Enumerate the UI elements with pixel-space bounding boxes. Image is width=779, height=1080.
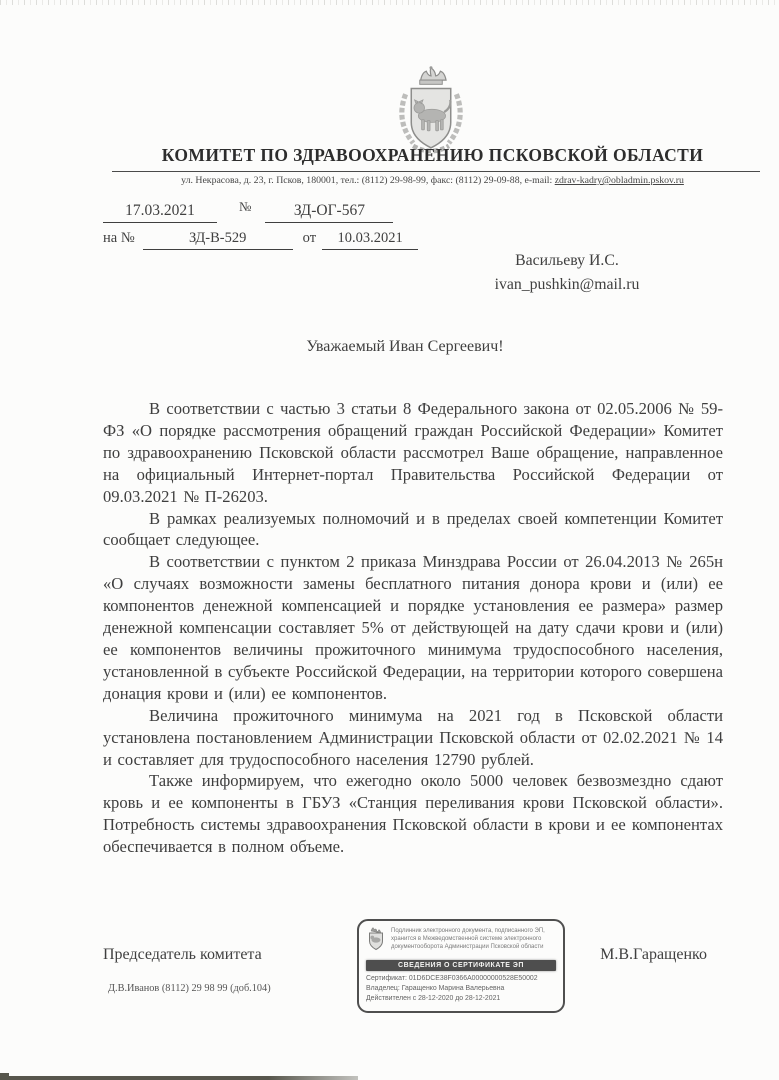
- stamp-notice-line: хранится в Межведомственной системе электронного: [391, 935, 542, 942]
- stamp-certificate-number: Сертификат: 01D6DCE38F0366A00000000528E50002: [366, 975, 538, 982]
- body-paragraph: В рамках реализуемых полномочий и в пределах своей компетенции Комитет сообщает следующее.: [103, 508, 723, 550]
- body-paragraph: Также информируем, что ежегодно около 5000 человек безвозмездно сдают кровь и ее компоненты в ГБУЗ «Станция переливания крови Псковской области». Потребность системы здравоохранения Псковской области в крови и ее компонентах обеспечивается в полном объеме.: [103, 771, 723, 857]
- addressee-name: Васильеву И.С.: [515, 252, 619, 269]
- stamp-notice-line: Подлинник электронного документа, подписанного ЭП,: [391, 928, 545, 934]
- body-paragraph: В соответствии с пунктом 2 приказа Минздрава России от 26.04.2013 № 265н «О случаях возможности замены бесплатного питания донора крови и (или) ее компонентов денежной компенсацией и порядке установления ее размера» размер денежной компенсации составляет 5% от действующей на дату сдачи крови и (или) ее компонентов величины прожиточного минимума трудоспособного населения, установленной в субъекте Российской Федерации, на территории которого совершена донация крови и (или) ее компонентов.: [103, 552, 723, 703]
- body-paragraph: В соответствии с частью 3 статьи 8 Федерального закона от 02.05.2006 № 59-ФЗ «О порядке рассмотрения обращений граждан Российской Федерации» Комитет по здравоохранению Псковской области рассмотрел Ваше обращение, направленное на официальный Интернет-портал Правительства Российской Федерации от 09.03.2021 № П-26203.: [103, 399, 723, 506]
- letter-body: [103, 398, 723, 858]
- from-label: от: [302, 230, 317, 246]
- executor-contact: Д.В.Иванов (8112) 29 98 99 (доб.104): [108, 983, 271, 994]
- organization-name: КОМИТЕТ ПО ЗДРАВООХРАНЕНИЮ ПСКОВСКОЙ ОБЛАСТИ: [161, 145, 704, 165]
- letterhead-divider: [112, 171, 760, 172]
- salutation: Уважаемый Иван Сергеевич!: [306, 338, 504, 355]
- scan-artifact-top-edge: [0, 0, 779, 5]
- addressee-email: ivan_pushkin@mail.ru: [494, 276, 640, 293]
- stamp-certificate-bar: СВЕДЕНИЯ О СЕРТИФИКАТЕ ЭП: [366, 960, 556, 971]
- organization-email: zdrav-kadry@obladmin.pskov.ru: [554, 175, 684, 186]
- scan-artifact-bottom-edge: [0, 1076, 358, 1080]
- outgoing-reference-line: [103, 199, 393, 223]
- outgoing-number: ЗД-ОГ-567: [265, 202, 393, 223]
- stamp-notice-text: [391, 927, 545, 951]
- signer-name: М.В.Гаращенко: [600, 946, 707, 963]
- incoming-reference-line: [103, 230, 418, 250]
- body-paragraph: Величина прожиточного минимума на 2021 год в Псковской области установлена постановлением Администрации Псковской области от 02.02.2021 № 14 и составляет для трудоспособного населения 12790 рублей.: [103, 705, 723, 769]
- stamp-notice-line: документооборота Администрации Псковской области: [391, 943, 544, 950]
- scan-artifact-bottom-corner: [0, 1073, 9, 1080]
- stamp-certificate-owner: Владелец: Гаращенко Марина Валерьевна: [366, 984, 505, 992]
- contacts-text: ул. Некрасова, д. 23, г. Псков, 180001, тел.: (8112) 29-98-99, факс: (8112) 29-09-88, e-mail:: [181, 175, 555, 186]
- stamp-certificate-validity: Действителен с 28-12-2020 до 28-12-2021: [366, 994, 501, 1002]
- signer-position-title: Председатель комитета: [103, 946, 262, 963]
- number-sign: №: [239, 199, 252, 214]
- stamp-header: [366, 927, 556, 957]
- reply-to-label: на №: [103, 230, 135, 246]
- electronic-signature-stamp: [357, 919, 565, 1013]
- stamp-certificate-info: [366, 974, 556, 1003]
- addressee-block: [424, 249, 710, 297]
- letter-date: 17.03.2021: [103, 202, 217, 223]
- incoming-number: ЗД-В-529: [143, 230, 293, 250]
- stamp-coat-of-arms-icon: [366, 927, 386, 957]
- incoming-date: 10.03.2021: [322, 230, 418, 250]
- organization-contacts: [95, 175, 770, 186]
